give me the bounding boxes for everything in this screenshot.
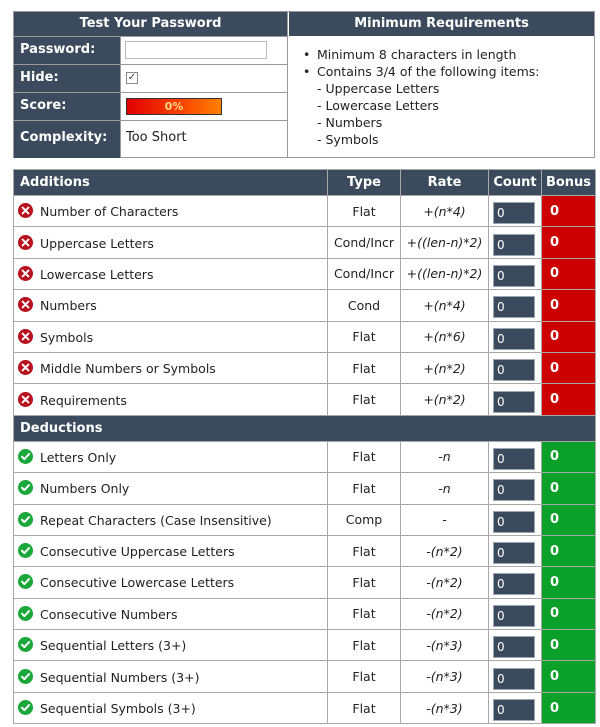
table-row — [14, 473, 596, 504]
rate-cell: - — [401, 504, 489, 535]
item-label: Middle Numbers or Symbols — [40, 361, 216, 377]
bonus-cell: 0 — [542, 196, 596, 227]
count-field: 0 — [493, 542, 535, 564]
count-cell — [489, 692, 542, 723]
bonus-cell: 0 — [542, 598, 596, 629]
table-row — [14, 227, 596, 258]
item-label: Symbols — [40, 329, 94, 345]
scoring-table — [13, 169, 596, 724]
bonus-cell: 0 — [542, 630, 596, 661]
item-cell — [14, 441, 328, 472]
table-row — [14, 598, 596, 629]
table-row — [14, 321, 596, 352]
hide-checkbox[interactable]: ✓ — [127, 72, 137, 83]
bonus-cell: 0 — [542, 661, 596, 692]
score-bar: 0% — [126, 98, 222, 115]
bonus-cell: 0 — [542, 473, 596, 504]
check-icon — [18, 574, 33, 589]
requirements-title: Minimum Requirements — [289, 12, 594, 36]
rate-cell: -(n*3) — [401, 630, 489, 661]
type-cell: Flat — [328, 630, 401, 661]
item-label: Repeat Characters (Case Insensitive) — [40, 512, 272, 528]
requirement-bullet: • Minimum 8 characters in length — [317, 46, 539, 63]
check-icon — [18, 449, 33, 464]
count-field: 0 — [493, 605, 535, 627]
complexity-label: Complexity: — [14, 121, 120, 158]
item-label: Sequential Symbols (3+) — [40, 701, 196, 717]
count-cell — [489, 196, 542, 227]
check-icon — [18, 543, 33, 558]
item-label: Numbers — [40, 298, 97, 314]
rate-cell: +(n*4) — [401, 196, 489, 227]
item-cell — [14, 630, 328, 661]
check-icon — [18, 637, 33, 652]
item-label: Sequential Numbers (3+) — [40, 669, 200, 685]
bonus-cell: 0 — [542, 441, 596, 472]
count-cell — [489, 227, 542, 258]
type-cell: Flat — [328, 441, 401, 472]
item-cell — [14, 321, 328, 352]
additions-body — [14, 196, 596, 416]
count-field: 0 — [493, 296, 535, 318]
type-cell: Flat — [328, 661, 401, 692]
table-row — [14, 441, 596, 472]
test-password-title: Test Your Password — [14, 12, 287, 36]
requirement-sub-item: - Uppercase Letters — [317, 81, 440, 96]
type-cell: Flat — [328, 598, 401, 629]
count-cell — [489, 504, 542, 535]
deductions-header: Deductions — [14, 415, 596, 441]
count-cell — [489, 535, 542, 566]
rate-cell: -(n*2) — [401, 598, 489, 629]
type-cell: Flat — [328, 196, 401, 227]
bonus-cell: 0 — [542, 227, 596, 258]
count-field: 0 — [493, 479, 535, 501]
count-cell — [489, 258, 542, 289]
item-label: Lowercase Letters — [40, 266, 154, 282]
rate-cell: -(n*3) — [401, 661, 489, 692]
count-field: 0 — [493, 202, 535, 224]
type-cell: Cond/Incr — [328, 258, 401, 289]
item-cell — [14, 227, 328, 258]
rate-cell: +(n*4) — [401, 290, 489, 321]
complexity-value: Too Short — [126, 130, 187, 145]
password-test-panel — [13, 11, 595, 158]
type-cell: Flat — [328, 384, 401, 415]
item-cell — [14, 352, 328, 383]
bonus-cell: 0 — [542, 290, 596, 321]
count-cell — [489, 321, 542, 352]
item-cell — [14, 290, 328, 321]
type-cell: Flat — [328, 321, 401, 352]
item-cell — [14, 504, 328, 535]
table-row — [14, 352, 596, 383]
rate-cell: -n — [401, 473, 489, 504]
count-cell — [489, 630, 542, 661]
count-field: 0 — [493, 448, 535, 470]
requirement-sub-item: - Symbols — [317, 132, 379, 147]
item-label: Uppercase Letters — [40, 235, 154, 251]
deductions-body — [14, 441, 596, 724]
table-row — [14, 692, 596, 723]
count-cell — [489, 598, 542, 629]
rate-header: Rate — [401, 170, 489, 196]
password-input[interactable] — [125, 41, 267, 59]
check-icon — [18, 512, 33, 527]
test-password-section — [14, 12, 288, 157]
check-icon — [18, 700, 33, 715]
bonus-cell: 0 — [542, 321, 596, 352]
check-icon — [18, 606, 33, 621]
count-cell — [489, 384, 542, 415]
item-cell — [14, 535, 328, 566]
item-label: Numbers Only — [40, 481, 130, 497]
rate-cell: +(n*2) — [401, 384, 489, 415]
complexity-row — [14, 120, 288, 157]
rate-cell: -n — [401, 441, 489, 472]
table-row — [14, 567, 596, 598]
rate-cell: +(n*2) — [401, 352, 489, 383]
count-cell — [489, 661, 542, 692]
check-icon — [18, 480, 33, 495]
item-cell — [14, 692, 328, 723]
item-label: Consecutive Lowercase Letters — [40, 575, 235, 591]
type-cell: Flat — [328, 567, 401, 598]
check-icon — [18, 669, 33, 684]
type-cell: Cond/Incr — [328, 227, 401, 258]
requirement-sub-item: - Lowercase Letters — [317, 98, 439, 113]
table-row — [14, 504, 596, 535]
item-label: Number of Characters — [40, 204, 179, 220]
item-label: Letters Only — [40, 449, 117, 465]
error-x-icon — [18, 203, 33, 218]
table-row — [14, 535, 596, 566]
item-label: Sequential Letters (3+) — [40, 638, 187, 654]
error-x-icon — [18, 266, 33, 281]
type-cell: Flat — [328, 352, 401, 383]
table-row — [14, 630, 596, 661]
table-row — [14, 196, 596, 227]
password-cell — [120, 37, 288, 64]
error-x-icon — [18, 360, 33, 375]
password-row — [14, 36, 288, 64]
error-x-icon — [18, 297, 33, 312]
count-cell — [489, 441, 542, 472]
bonus-cell: 0 — [542, 692, 596, 723]
score-label: Score: — [14, 93, 120, 120]
count-field: 0 — [493, 511, 535, 533]
count-cell — [489, 567, 542, 598]
count-cell — [489, 473, 542, 504]
item-label: Consecutive Numbers — [40, 606, 178, 622]
hide-label: Hide: — [14, 65, 120, 92]
bonus-cell: 0 — [542, 504, 596, 535]
item-cell — [14, 258, 328, 289]
bonus-cell: 0 — [542, 258, 596, 289]
additions-header: Additions — [14, 170, 328, 196]
requirement-bullet: • Contains 3/4 of the following items: — [317, 63, 539, 80]
count-field: 0 — [493, 699, 535, 721]
item-cell — [14, 598, 328, 629]
count-cell — [489, 352, 542, 383]
password-label: Password: — [14, 37, 120, 64]
bonus-cell: 0 — [542, 384, 596, 415]
type-header: Type — [328, 170, 401, 196]
count-field: 0 — [493, 359, 535, 381]
hide-row — [14, 64, 288, 92]
count-field: 0 — [493, 668, 535, 690]
rate-cell: +(n*6) — [401, 321, 489, 352]
error-x-icon — [18, 329, 33, 344]
table-header-row — [14, 170, 596, 196]
item-cell — [14, 196, 328, 227]
score-cell — [120, 93, 288, 120]
table-row — [14, 384, 596, 415]
type-cell: Flat — [328, 535, 401, 566]
table-row — [14, 661, 596, 692]
error-x-icon — [18, 235, 33, 250]
item-cell — [14, 567, 328, 598]
type-cell: Flat — [328, 473, 401, 504]
error-x-icon — [18, 392, 33, 407]
deductions-section — [14, 415, 596, 441]
rate-cell: -(n*2) — [401, 567, 489, 598]
count-field: 0 — [493, 573, 535, 595]
bonus-cell: 0 — [542, 352, 596, 383]
item-label: Requirements — [40, 392, 127, 408]
count-field: 0 — [493, 636, 535, 658]
type-cell: Cond — [328, 290, 401, 321]
minimum-requirements-section — [289, 12, 594, 157]
count-field: 0 — [493, 328, 535, 350]
item-cell — [14, 661, 328, 692]
rate-cell: +((len-n)*2) — [401, 258, 489, 289]
score-row — [14, 92, 288, 120]
rate-cell: -(n*3) — [401, 692, 489, 723]
table-row — [14, 258, 596, 289]
rate-cell: +((len-n)*2) — [401, 227, 489, 258]
count-field: 0 — [493, 391, 535, 413]
item-cell — [14, 473, 328, 504]
count-field: 0 — [493, 265, 535, 287]
item-cell — [14, 384, 328, 415]
complexity-cell — [120, 121, 288, 158]
hide-cell — [120, 65, 288, 92]
type-cell: Comp — [328, 504, 401, 535]
rate-cell: -(n*2) — [401, 535, 489, 566]
type-cell: Flat — [328, 692, 401, 723]
bonus-cell: 0 — [542, 535, 596, 566]
count-header: Count — [489, 170, 542, 196]
item-label: Consecutive Uppercase Letters — [40, 544, 235, 560]
bonus-cell: 0 — [542, 567, 596, 598]
count-cell — [489, 290, 542, 321]
requirement-sub-item: - Numbers — [317, 115, 383, 130]
deductions-header-row — [14, 415, 596, 441]
requirements-list — [317, 46, 539, 148]
table-row — [14, 290, 596, 321]
count-field: 0 — [493, 234, 535, 256]
bonus-header: Bonus — [542, 170, 596, 196]
